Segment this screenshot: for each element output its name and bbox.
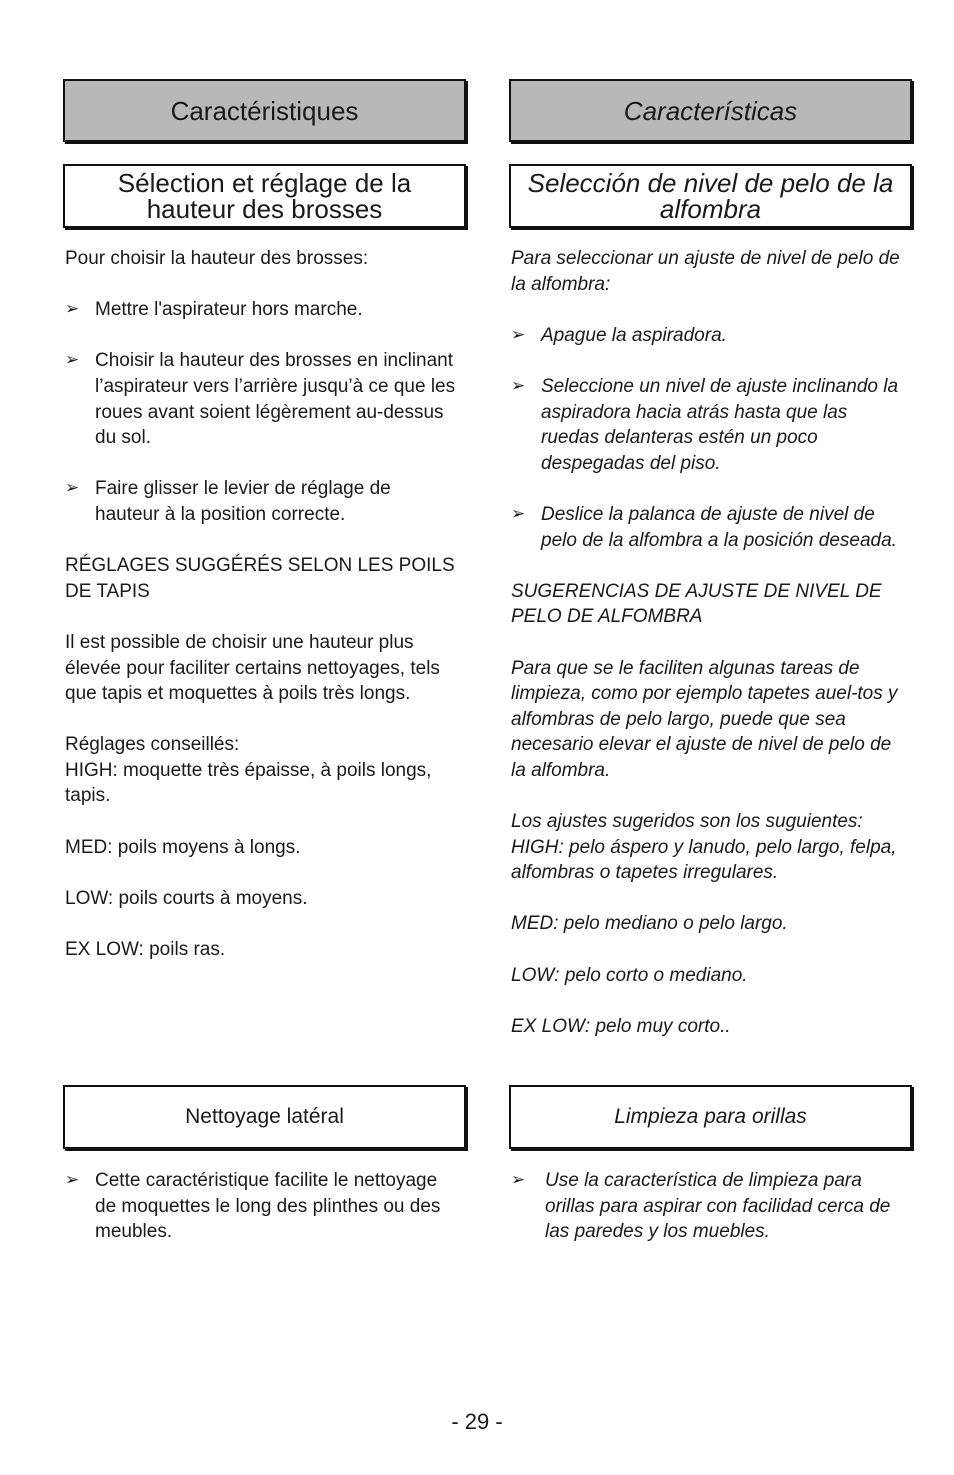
arrow-bullet-icon: ➢ <box>511 1170 526 1190</box>
spanish-edge-title: Limpieza para orillas <box>509 1085 912 1149</box>
arrow-bullet-icon: ➢ <box>65 478 80 499</box>
spanish-intro: Para seleccionar un ajuste de nivel de pelo de la alfombra: <box>511 248 900 295</box>
spanish-setting-high: HIGH: pelo áspero y lanudo, pelo largo, felpa, alfombras o tapetes irregulares. <box>511 836 897 884</box>
french-setting-exlow: EX LOW: poils ras. <box>65 939 226 961</box>
spanish-edge-bullet-text: Use la característica de limpieza para orillas para aspirar con facilidad cerca de las paredes y los muebles. <box>545 1170 891 1243</box>
french-section-title-text: Sélection et réglage de la hauteur des brosses <box>117 168 412 224</box>
arrow-bullet-icon: ➢ <box>511 503 526 524</box>
french-edge-bullet <box>65 1168 463 1245</box>
page-number: - 29 - <box>451 1409 503 1434</box>
spanish-bullet <box>511 323 906 349</box>
french-settings-intro: Réglages conseillés: <box>65 734 240 756</box>
spanish-edge-bullet <box>511 1168 909 1245</box>
spanish-bullet-text: Apague la aspiradora. <box>541 324 727 346</box>
french-bullet-text: Mettre l'aspirateur hors marche. <box>95 299 363 321</box>
spanish-body <box>511 246 906 1065</box>
spanish-setting-exlow: EX LOW: pelo muy corto.. <box>511 1015 731 1037</box>
french-intro: Pour choisir la hauteur des brosses: <box>65 248 369 269</box>
spanish-suggestions-title: SUGERENCIAS DE AJUSTE DE NIVEL DE PELO DE ALFOMBRA <box>511 580 882 628</box>
french-body <box>65 246 460 988</box>
french-bullet <box>65 476 460 527</box>
spanish-header: Características <box>509 79 912 142</box>
french-suggestions-text: Il est possible de choisir une hauteur plus élevée pour faciliter certains nettoyages, tels que tapis et moquettes à poils très longs. <box>65 631 440 705</box>
spanish-section-title <box>509 164 912 228</box>
arrow-bullet-icon: ➢ <box>65 350 80 371</box>
french-suggestions-title: RÉGLAGES SUGGÉRÉS SELON LES POILS DE TAPIS <box>65 555 455 602</box>
spanish-edge-body <box>511 1168 909 1270</box>
arrow-bullet-icon: ➢ <box>511 375 526 396</box>
spanish-bullet-text: Seleccione un nivel de ajuste inclinando la aspiradora hacia atrás hasta que las ruedas delanteras estén un poco despegadas del piso. <box>541 375 899 474</box>
french-setting-high: HIGH: moquette très épaisse, à poils longs, tapis. <box>65 759 432 807</box>
french-edge-body <box>65 1168 463 1270</box>
french-edge-bullet-text: Cette caractéristique facilite le nettoyage de moquettes le long des plinthes ou des meubles. <box>95 1170 441 1243</box>
arrow-bullet-icon: ➢ <box>65 299 80 320</box>
spanish-setting-med: MED: pelo mediano o pelo largo. <box>511 913 788 935</box>
arrow-bullet-icon: ➢ <box>65 1170 80 1190</box>
spanish-bullet <box>511 374 906 476</box>
spanish-suggestions-text: Para que se le faciliten algunas tareas de limpieza, como por ejemplo tapetes auel-tos y alfombras de pelo largo, puede que sea necesario elevar el ajuste de nivel de pelo de la alfombra. <box>511 657 898 781</box>
french-bullet <box>65 297 460 323</box>
spanish-settings-intro: Los ajustes sugeridos son los suguientes: <box>511 811 863 833</box>
spanish-section-title-text: Selección de nivel de pelo de la alfombra <box>527 168 894 224</box>
spanish-bullet <box>511 502 906 553</box>
french-bullet-text: Faire glisser le levier de réglage de hauteur à la position correcte. <box>95 478 391 525</box>
french-edge-title: Nettoyage latéral <box>63 1085 466 1149</box>
french-header: Caractéristiques <box>63 79 466 142</box>
arrow-bullet-icon: ➢ <box>511 324 526 345</box>
spanish-bullet-text: Deslice la palanca de ajuste de nivel de pelo de la alfombra a la posición deseada. <box>541 503 897 551</box>
french-bullet-text: Choisir la hauteur des brosses en inclinant l’aspirateur vers l’arrière jusqu’à ce que les roues avant soient légèrement au-dessus du sol. <box>95 350 456 449</box>
french-setting-low: LOW: poils courts à moyens. <box>65 887 308 909</box>
french-setting-med: MED: poils moyens à longs. <box>65 836 301 858</box>
french-section-title <box>63 164 466 228</box>
spanish-setting-low: LOW: pelo corto o mediano. <box>511 964 748 986</box>
french-bullet <box>65 348 460 450</box>
